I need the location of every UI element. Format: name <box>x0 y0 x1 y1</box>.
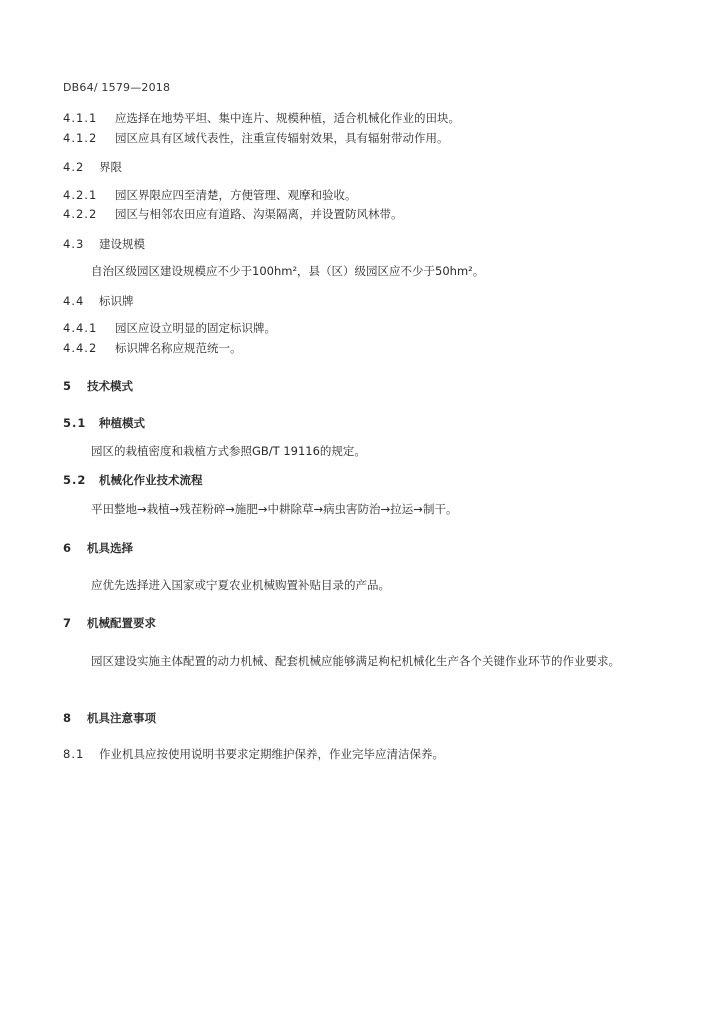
clause-4-2-2 <box>63 206 403 222</box>
chapter-number: 6 <box>63 541 72 555</box>
section-4-4-heading <box>63 293 134 309</box>
section-4-3-heading <box>63 236 145 252</box>
section-title: 种植模式 <box>99 416 145 430</box>
clause-8-1 <box>63 746 444 762</box>
section-5-1-body: 园区的栽植密度和栽植方式参照GB/T 19116的规定。 <box>91 444 366 458</box>
clause-number: 4.2.1 <box>63 188 98 202</box>
section-number: 4.2 <box>63 160 85 174</box>
section-title: 建设规模 <box>99 237 145 251</box>
chapter-7-body: 园区建设实施主体配置的动力机械、配套机械应能够满足枸杞机械化生产各个关键作业环节的作业要求。 <box>91 654 620 668</box>
section-number: 5.1 <box>63 416 87 430</box>
clause-text: 标识牌名称应规范统一。 <box>115 341 242 355</box>
clause-number: 4.4.1 <box>63 321 98 335</box>
clause-4-1-2 <box>63 130 449 146</box>
section-title: 标识牌 <box>99 294 134 308</box>
clause-4-1-1 <box>63 110 460 126</box>
clause-text: 作业机具应按使用说明书要求定期维护保养，作业完毕应清洁保养。 <box>99 747 444 761</box>
chapter-number: 8 <box>63 711 72 725</box>
standard-code-header: DB64/ 1579—2018 <box>63 81 171 94</box>
clause-number: 8.1 <box>63 747 85 761</box>
section-4-3-body: 自治区级园区建设规模应不少于100hm²，县（区）级园区应不少于50hm²。 <box>91 264 485 278</box>
clause-number: 4.4.2 <box>63 341 98 355</box>
chapter-6-heading <box>63 540 133 556</box>
chapter-8-heading <box>63 710 156 726</box>
clause-4-4-2 <box>63 340 242 356</box>
clause-text: 园区与相邻农田应有道路、沟渠隔离，并设置防风林带。 <box>115 207 403 221</box>
clause-text: 园区界限应四至清楚，方便管理、观摩和验收。 <box>115 188 357 202</box>
chapter-title: 机械配置要求 <box>87 616 156 630</box>
clause-number: 4.1.2 <box>63 131 98 145</box>
chapter-5-heading <box>63 378 133 394</box>
section-title: 界限 <box>99 160 122 174</box>
clause-4-2-1 <box>63 187 357 203</box>
chapter-title: 技术模式 <box>87 379 133 393</box>
section-number: 4.3 <box>63 237 85 251</box>
clause-4-4-1 <box>63 320 276 336</box>
clause-text: 园区应设立明显的固定标识牌。 <box>115 321 276 335</box>
section-5-1-heading <box>63 415 145 431</box>
clause-text: 园区应具有区域代表性，注重宣传辐射效果，具有辐射带动作用。 <box>115 131 449 145</box>
section-number: 5.2 <box>63 473 87 487</box>
chapter-title: 机具选择 <box>87 541 133 555</box>
clause-number: 4.2.2 <box>63 207 98 221</box>
section-5-2-body: 平田整地→栽植→残茬粉碎→施肥→中耕除草→病虫害防治→拉运→制干。 <box>91 502 458 516</box>
chapter-6-body: 应优先选择进入国家或宁夏农业机械购置补贴目录的产品。 <box>91 578 390 592</box>
clause-number: 4.1.1 <box>63 111 98 125</box>
clause-text: 应选择在地势平坦、集中连片、规模种植，适合机械化作业的田块。 <box>115 111 460 125</box>
section-4-2-heading <box>63 159 122 175</box>
section-title: 机械化作业技术流程 <box>99 473 203 487</box>
chapter-7-heading <box>63 615 156 631</box>
chapter-number: 5 <box>63 379 72 393</box>
chapter-number: 7 <box>63 616 72 630</box>
chapter-title: 机具注意事项 <box>87 711 156 725</box>
section-number: 4.4 <box>63 294 85 308</box>
section-5-2-heading <box>63 472 203 488</box>
